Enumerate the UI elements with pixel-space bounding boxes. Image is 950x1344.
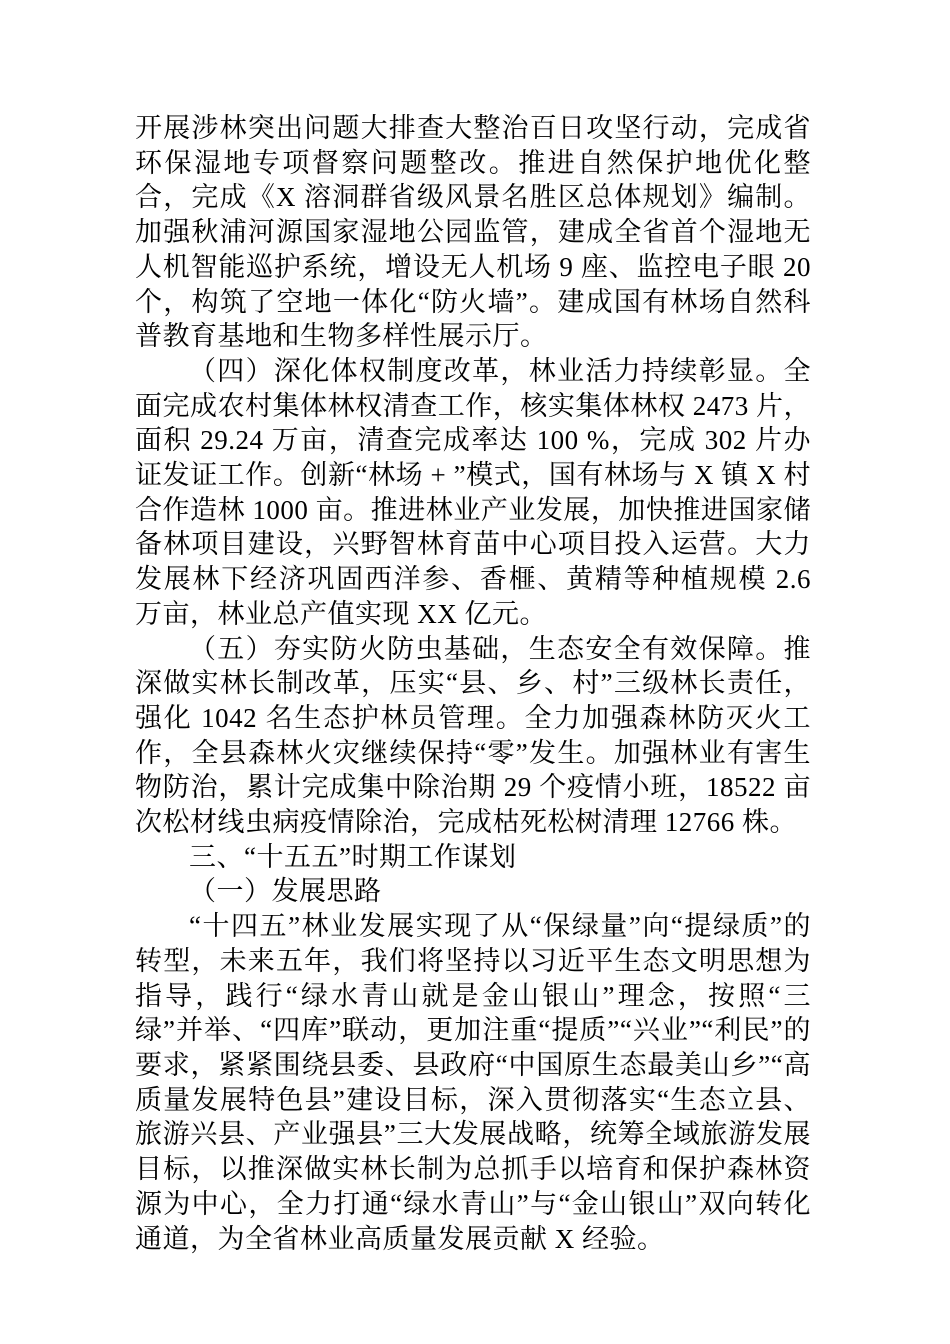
heading-subsection-1-development-thinking: （一）发展思路 <box>189 876 382 907</box>
paragraph-development-thinking: “十四五”林业发展实现了从“保绿量”向“提绿质”的转型，未来五年，我们将坚持以习近平生态文明思想为指导，践行“绿水青山就是金山银山”理念，按照“三绿”并举、“四库”联动，更加注重“提质”“兴业”“利民”的要求，紧紧围绕县委、县政府“中国原生态最美山乡”“高质量发展特色县”建设目标，深入贯彻落实“生态立县、旅游兴县、产业强县”三大发展战略，统筹全域旅游发展目标，以推深做实林长制为总抓手以培育和保护森林资源为中心，全力打通“绿水青山”与“金山银山”双向转化通道，为全省林业高质量发展贡献 X 经验。 <box>135 911 811 1254</box>
paragraph-section-4-reform: （四）深化体权制度改革，林业活力持续彰显。全面完成农村集体林权清查工作，核实集体林权 2473 片，面积 29.24 万亩，清查完成率达 100 %，完成 302 片办证发证工作。创新“林场 + ”模式，国有林场与 X 镇 X 村合作造林 1000 亩。推进林业产业发展，加快推进国家储备林项目建设，兴野智林育苗中心项目投入运营。大力发展林下经济巩固西洋参、香榧、黄精等种植规模 2.6 万亩，林业总产值实现 XX 亿元。 <box>135 355 811 629</box>
paragraph-section-5-fire-pest: （五）夯实防火防虫基础，生态安全有效保障。推深做实林长制改革，压实“县、乡、村”三级林长责任，强化 1042 名生态护林员管理。全力加强森林防灭火工作，全县森林火灾继续保持“零”发生。加强林业有害生物防治，累计完成集中除治期 29 个疫情小班，18522 亩次松材线虫病疫情除治，完成枯死松树清理 12766 株。 <box>135 633 811 838</box>
paragraph-continuation-ecology: 开展涉林突出问题大排查大整治百日攻坚行动，完成省环保湿地专项督察问题整改。推进自然保护地优化整合，完成《X 溶洞群省级风景名胜区总体规划》编制。加强秋浦河源国家湿地公园监管，建成全省首个湿地无人机智能巡护系统，增设无人机场 9 座、监控电子眼 20 个，构筑了空地一体化“防火墙”。建成国有林场自然科普教育基地和生物多样性展示厅。 <box>135 113 811 352</box>
heading-part-3-work-plan: 三、“十五五”时期工作谋划 <box>189 841 517 872</box>
document-body <box>135 111 811 1256</box>
